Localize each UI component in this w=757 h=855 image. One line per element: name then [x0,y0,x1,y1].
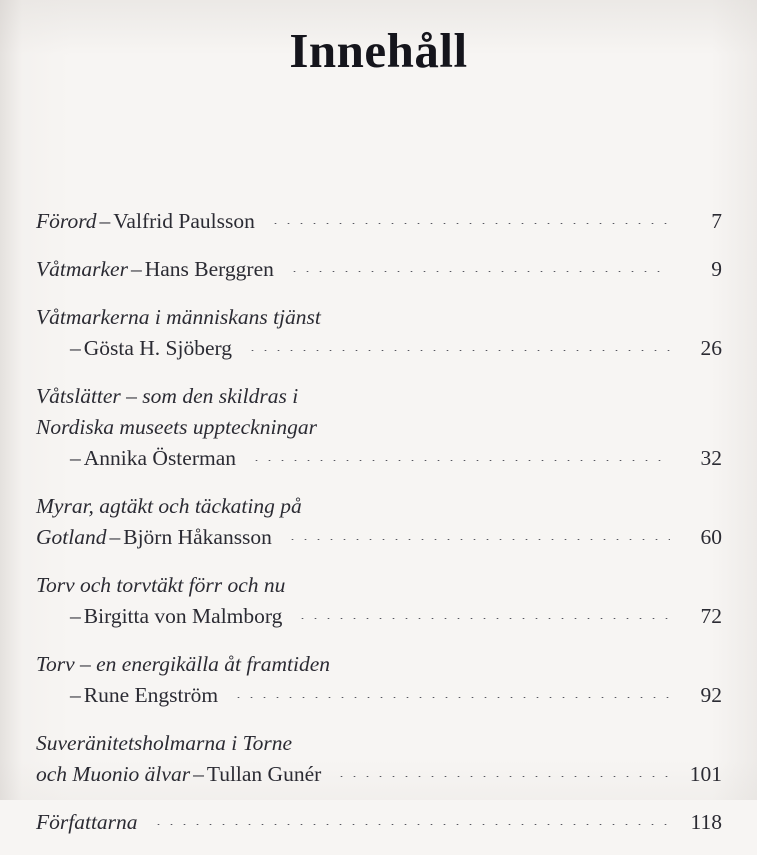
toc-entry-line [36,254,722,285]
toc-entry-line [36,570,722,601]
toc-entry-dash: – [70,604,81,628]
toc-entry-title: Våtslätter – som den skildras i [36,384,299,408]
toc-page-number: 32 [700,446,722,470]
toc-entry-title: Våtmarkerna i människans tjänst [36,305,321,329]
toc-entry[interactable] [36,206,722,237]
toc-entry-line [36,333,722,364]
toc-entry-title: Författarna [36,810,138,834]
toc-page-number: 118 [690,810,722,834]
toc-entry-dash: – [70,683,81,707]
dot-leader [269,223,670,224]
dot-leader [335,776,670,777]
toc-entry-title: Förord [36,209,97,233]
toc-entry-author: Hans Berggren [144,257,274,281]
toc-entry-dash: – [109,525,121,549]
dot-leader [296,618,670,619]
toc-entry-text [36,601,282,632]
toc-entry-author: Valfrid Paulsson [113,209,255,233]
dot-leader [232,697,670,698]
toc-entry-author: Rune Engström [83,683,219,707]
toc-entry[interactable] [36,254,722,285]
toc-entry-author: Björn Håkansson [123,525,272,549]
toc-entry[interactable] [36,728,722,790]
toc-entry-title: Myrar, agtäkt och täckating på [36,494,302,518]
toc-entry-line [36,302,722,333]
toc-entry-author: Birgitta von Malmborg [83,604,283,628]
dot-leader [286,539,670,540]
toc-entry-title: Nordiska museets uppteckningar [36,415,318,439]
toc-entry-text [36,206,255,237]
toc-entry-line [36,522,722,553]
toc-entry[interactable] [36,807,722,838]
toc-entry-title: Torv – en energikälla åt framtiden [36,652,331,676]
toc-entry-title: Suveränitetsholmarna i Torne [36,731,293,755]
toc-entry-line [36,728,722,759]
dot-leader [288,271,670,272]
toc-entry-text [36,333,232,364]
dot-leader [250,460,670,461]
toc-page-number: 7 [711,209,722,233]
toc-entry[interactable] [36,381,722,474]
toc-entry-title: Torv och torvtäkt förr och nu [36,573,286,597]
toc-entry-title: Våtmarker [36,257,128,281]
toc-entry-title: och Muonio älvar [36,762,191,786]
toc-entry-line [36,443,722,474]
toc-entry-dash: – [130,257,142,281]
toc-entry-dash: – [70,336,81,360]
toc-entry-text [36,759,321,790]
toc-page-number: 9 [711,257,722,281]
table-of-contents [36,206,722,855]
dot-leader [246,350,670,351]
toc-entry-text [36,807,138,838]
toc-entry-line [36,381,722,412]
toc-page-number: 26 [700,336,722,360]
toc-entry-text [36,522,272,553]
toc-page-number: 72 [700,604,722,628]
toc-entry[interactable] [36,649,722,711]
toc-entry-line [36,759,722,790]
toc-page-number: 92 [700,683,722,707]
toc-entry-dash: – [193,762,204,786]
page-title: Innehåll [289,23,468,78]
toc-entry-line [36,206,722,237]
toc-entry-line [36,649,722,680]
toc-entry-text [36,443,236,474]
toc-entry[interactable] [36,302,722,364]
toc-entry-line [36,601,722,632]
toc-entry-author: Annika Österman [83,446,237,470]
toc-entry-author: Tullan Gunér [206,762,322,786]
toc-entry-text [36,254,274,285]
toc-entry-line [36,412,722,443]
toc-entry-author: Gösta H. Sjöberg [83,336,233,360]
toc-entry-dash: – [70,446,81,470]
toc-page-number: 60 [700,525,722,549]
toc-entry[interactable] [36,491,722,553]
toc-entry-dash: – [99,209,111,233]
toc-page-number: 101 [689,762,722,786]
toc-entry-line [36,491,722,522]
toc-entry-text [36,680,218,711]
toc-entry-title: Gotland [36,525,107,549]
toc-entry[interactable] [36,570,722,632]
dot-leader [152,824,670,825]
toc-entry-line [36,807,722,838]
toc-entry-line [36,680,722,711]
